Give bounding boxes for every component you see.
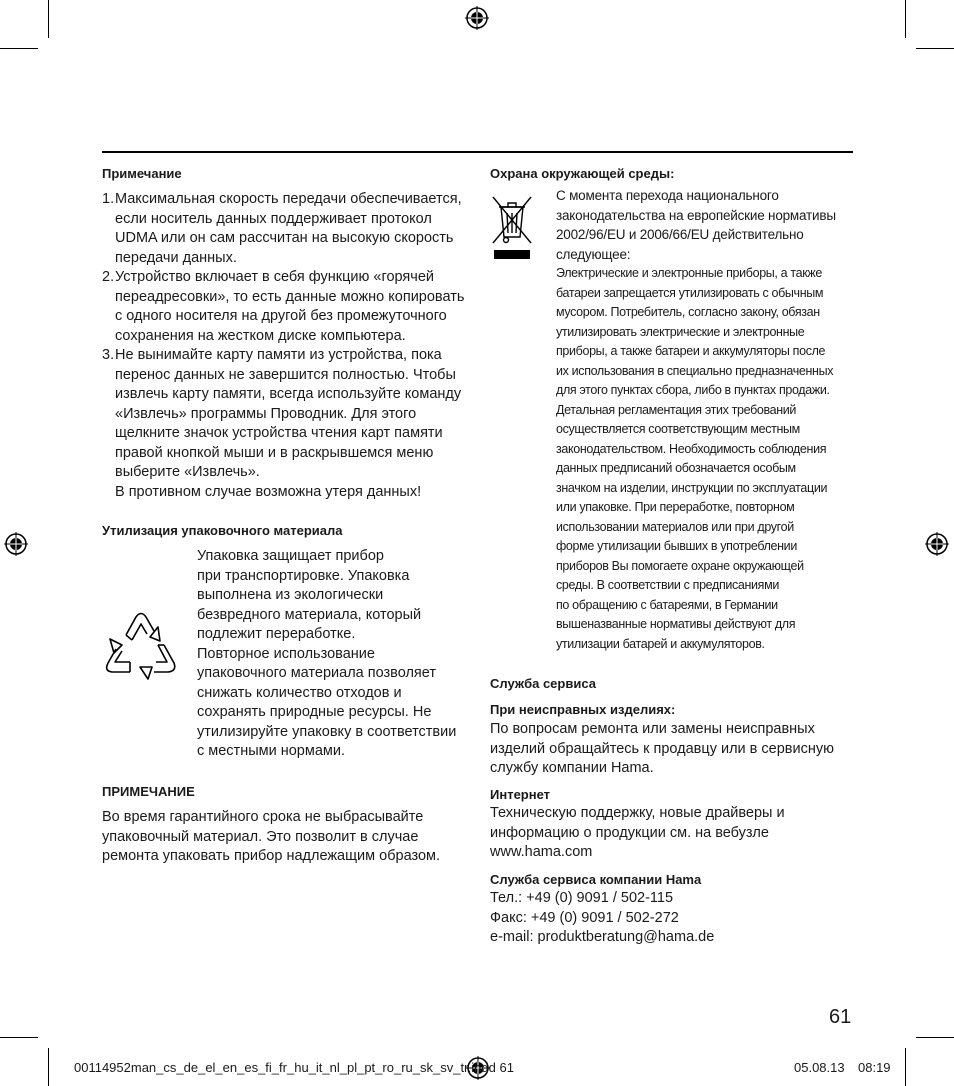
environment-intro-line: С момента перехода национального	[556, 188, 779, 203]
crop-mark	[916, 1037, 954, 1038]
footer-time: 08:19	[858, 1060, 891, 1075]
environment-line: использовании материалов или при другой	[556, 519, 794, 534]
recycling-icon	[100, 605, 182, 685]
packaging-line: с местными нормами.	[197, 743, 345, 759]
environment-intro-line: законодательства на европейские нормативы	[556, 207, 836, 223]
packaging-heading: Утилизация упаковочного материала	[102, 523, 343, 538]
internet-text	[490, 804, 785, 863]
footer-date: 05.08.13	[794, 1060, 845, 1075]
environment-line: Электрические и электронные приборы, а также	[556, 266, 822, 280]
environment-line: вышеназванные нормативы действуют для	[556, 617, 796, 631]
environment-text	[556, 264, 833, 654]
environment-line: приборов Вы помогаете охране окружающей	[556, 558, 804, 573]
packaging-line: снижать количество отходов и	[197, 684, 402, 701]
environment-line: батареи запрещается утилизировать с обычным	[556, 285, 824, 300]
note-line: правой кнопкой мыши и в раскрывшемся меню	[115, 444, 434, 461]
environment-intro	[556, 186, 836, 264]
note-line: В противном случае возможна утеря данных!	[115, 483, 422, 500]
note-line: Не вынимайте карту памяти из устройства, пока	[115, 347, 442, 363]
defect-text	[490, 720, 834, 779]
packaging-line: выполнена из экологически	[197, 587, 384, 603]
defect-line: изделий обращайтесь к продавцу или в сервисную	[490, 740, 834, 757]
hama-service-heading: Служба сервиса компании Hama	[490, 872, 702, 887]
note-line: Устройство включает в себя функцию «горячей	[115, 269, 434, 285]
environment-line: по обращению с батареями, в Германии	[556, 597, 778, 612]
packaging-line: упаковочного материала позволяет	[197, 665, 436, 681]
note-line: выберите «Извлечь».	[115, 464, 260, 480]
environment-line: или упаковке. При переработке, повторном	[556, 500, 795, 514]
defect-line: По вопросам ремонта или замены неисправных	[490, 721, 815, 737]
crop-mark	[905, 1048, 906, 1086]
environment-line: утилизации батарей и аккумуляторов.	[556, 636, 765, 651]
packaging-line: Повторное использование	[197, 645, 375, 662]
registration-mark-icon	[465, 6, 489, 30]
note2-heading: ПРИМЕЧАНИЕ	[102, 784, 195, 799]
fax-line: Факс: +49 (0) 9091 / 502-272	[490, 909, 679, 926]
header-rule	[102, 151, 853, 153]
packaging-line: безвредного материала, который	[197, 606, 422, 623]
environment-line: данных предписаний обозначается особым	[556, 461, 796, 475]
registration-mark-icon	[4, 532, 28, 556]
note-line: щелкните значок устройства чтения карт памяти	[115, 425, 443, 441]
environment-line: утилизировать электрические и электронные	[556, 324, 805, 339]
internet-line: информацию о продукции см. на вебузле	[490, 824, 769, 841]
environment-intro-line: следующее:	[556, 246, 631, 262]
website-link[interactable]: www.hama.com	[490, 844, 593, 860]
packaging-text	[197, 547, 456, 762]
note-line: если носитель данных поддерживает протокол	[115, 210, 432, 227]
note-line: Максимальная скорость передачи обеспечивается,	[115, 191, 462, 207]
note-line: UDMA или он сам рассчитан на высокую скорость	[115, 230, 454, 246]
note-line: переадресовки», то есть данные можно копировать	[115, 288, 465, 305]
crop-mark	[48, 0, 49, 38]
environment-line: их использования в специально предназначенных	[556, 363, 834, 378]
environment-line: значком на изделии, инструкции по эксплуатации	[556, 480, 828, 495]
note2-line: упаковочный материал. Это позволит в случае	[102, 828, 419, 845]
defect-line: службу компании Hama.	[490, 760, 654, 776]
crop-mark	[905, 0, 906, 38]
internet-heading: Интернет	[490, 787, 551, 802]
internet-line: Техническую поддержку, новые драйверы и	[490, 805, 785, 821]
note-line: передачи данных.	[115, 249, 237, 266]
environment-line: мусором. Потребитель, согласно закону, обязан	[556, 305, 820, 319]
crop-mark	[0, 1037, 38, 1038]
environment-line: среды. В соответствии с предписаниями	[556, 578, 779, 592]
packaging-line: сохранять природные ресурсы. Не	[197, 704, 432, 720]
environment-intro-line: 2002/96/EU и 2006/66/EU действительно	[556, 227, 804, 242]
note-line: «Извлечь» программы Проводник. Для этого	[115, 405, 417, 422]
packaging-line: при транспортировке. Упаковка	[197, 567, 410, 584]
environment-heading: Охрана окружающей среды:	[490, 166, 675, 181]
note2-line: Во время гарантийного срока не выбрасывайте	[102, 809, 424, 825]
crop-mark	[48, 1048, 49, 1086]
crossed-bin-icon	[489, 193, 535, 261]
page-number: 61	[829, 1006, 852, 1028]
registration-mark-icon	[925, 532, 949, 556]
environment-line: законодательством. Необходимость соблюдения	[556, 441, 827, 456]
note-line: сохранения на жестком диске компьютера.	[115, 327, 406, 344]
note2-line: ремонта упаковать прибор надлежащим образом.	[102, 848, 441, 864]
packaging-line: утилизируйте упаковку в соответствии	[197, 723, 457, 740]
note-heading: Примечание	[102, 166, 182, 181]
environment-line: осуществляется соответствующим местным	[556, 422, 800, 436]
note-line: извлечь карту памяти, всегда используйте команду	[115, 386, 462, 402]
email-link[interactable]: e-mail: produktberatung@hama.de	[490, 929, 715, 945]
packaging-line: подлежит переработке.	[197, 626, 356, 642]
note2-text	[102, 808, 440, 867]
note-item-number: 2.	[102, 269, 115, 285]
environment-line: форме утилизации бывших в употреблении	[556, 539, 797, 553]
hama-contact	[490, 889, 714, 948]
service-heading: Служба сервиса	[490, 676, 596, 691]
note-item-number: 1.	[102, 191, 115, 207]
environment-line: для этого пунктах сбора, либо в пунктах продажи.	[556, 383, 830, 397]
environment-line: приборы, а также батареи и аккумуляторы после	[556, 344, 826, 358]
defect-heading: При неисправных изделиях:	[490, 702, 676, 717]
note-item-number: 3.	[102, 347, 115, 363]
crop-mark	[0, 48, 38, 49]
crop-mark	[916, 48, 954, 49]
environment-line: Детальная регламентация этих требований	[556, 402, 797, 417]
packaging-line: Упаковка защищает прибор	[197, 548, 384, 564]
phone-line: Тел.: +49 (0) 9091 / 502-115	[490, 890, 674, 906]
note-line: с одного носителя на другой без промежуточного	[115, 308, 447, 324]
footer-filename: 00114952man_cs_de_el_en_es_fi_fr_hu_it_nl_pl_pt_ro_ru_sk_sv_tr.indd 61	[74, 1060, 514, 1075]
note-line: перенос данных не завершится полностью. Чтобы	[115, 366, 456, 383]
